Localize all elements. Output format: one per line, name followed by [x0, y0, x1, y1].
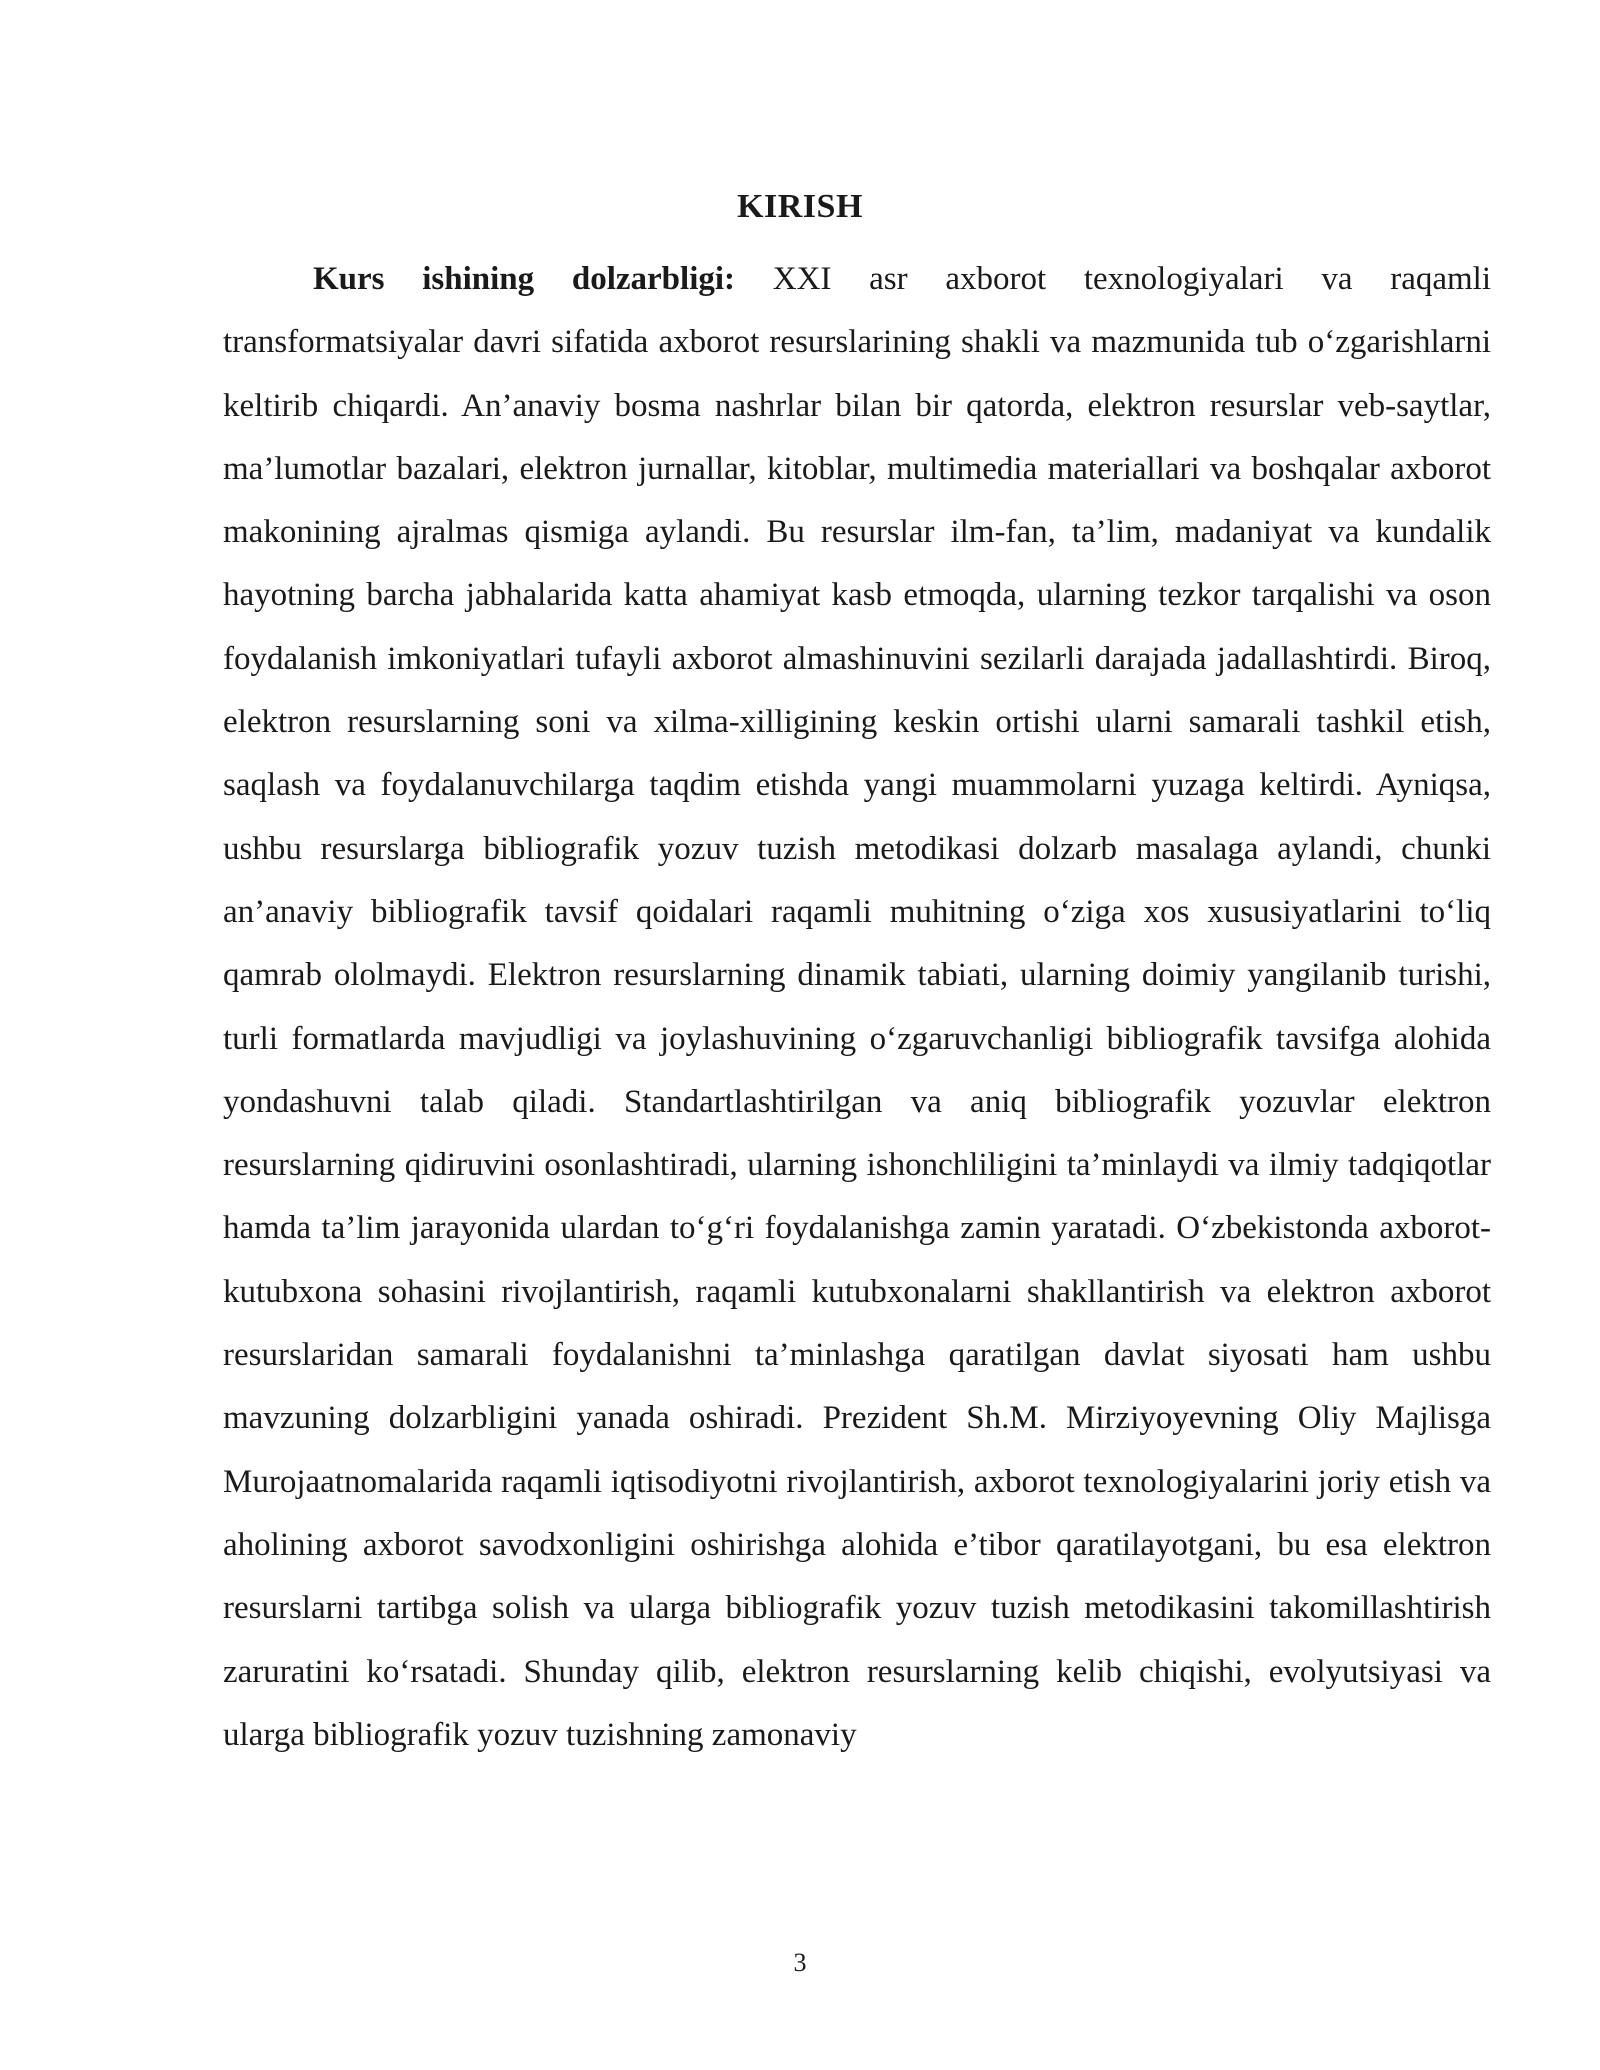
paragraph-lead: Kurs ishining dolzarbligi: [313, 261, 736, 297]
section-heading: KIRISH [737, 188, 863, 225]
page-number: 3 [793, 1948, 807, 1977]
paragraph-text: XXI asr axborot texnologiyalari va raqamli transformatsiyalar davri sifatida axborot resurslarining shakli va mazmunida tub o‘zgarishlarni keltirib chiqardi. An’anaviy bosma nashrlar bilan bir qatorda, elektron resurslar veb-saytlar, ma’lumotlar bazalari, elektron jurnallar, kitoblar, multimedia materiallari va boshqalar axborot makonining ajralmas qismiga aylandi. Bu resurslar ilm-fan, ta’lim, madaniyat va kundalik hayotning barcha jabhalarida katta ahamiyat kasb etmoqda, ularning tezkor tarqalishi va oson foydalanish imkoniyatlari tufayli axborot almashinuvini sezilarli darajada jadallashtirdi. Biroq, elektron resurslarning soni va xilma-xilligining keskin ortishi ularni samarali tashkil etish, saqlash va foydalanuvchilarga taqdim etishda yangi muammolarni yuzaga keltirdi. Ayniqsa, ushbu resurslarga bibliografik yozuv tuzish metodikasi dolzarb masalaga aylandi, chunki an’anaviy bibliografik tavsif qoidalari raqamli muhitning o‘ziga xos xususiyatlarini to‘liq qamrab ololmaydi. Elektron resurslarning dinamik tabiati, ularning doimiy yangilanib turishi, turli formatlarda mavjudligi va joylashuvining o‘zgaruvchanligi bibliografik tavsifga alohida yondashuvni talab qiladi. Standartlashtirilgan va aniq bibliografik yozuvlar elektron resurslarning qidiruvini osonlashtiradi, ularning ishonchliligini ta’minlaydi va ilmiy tadqiqotlar hamda ta’lim jarayonida ulardan to‘g‘ri foydalanishga zamin yaratadi. O‘zbekistonda axborot-kutubxona sohasini rivojlantirish, raqamli kutubxonalarni shakllantirish va elektron axborot resurslaridan samarali foydalanishni ta’minlashga qaratilgan davlat siyosati ham ushbu mavzuning dolzarbligini yanada oshiradi. Prezident Sh.M. Mirziyoyevning Oliy Majlisga Murojaatnomalarida raqamli iqtisodiyotni rivojlantirish, axborot texnologiyalarini joriy etish va aholining axborot savodxonligini oshirishga alohida e’tibor qaratilayotgani, bu esa elektron resurslarni tartibga solish va ularga bibliografik yozuv tuzish metodikasini takomillashtirish zaruratini ko‘rsatadi. Shunday qilib, elektron resurslarning kelib chiqishi, evolyutsiyasi va ularga bibliografik yozuv tuzishning zamonaviy [223, 261, 1491, 1753]
body-paragraph [223, 248, 1491, 1767]
